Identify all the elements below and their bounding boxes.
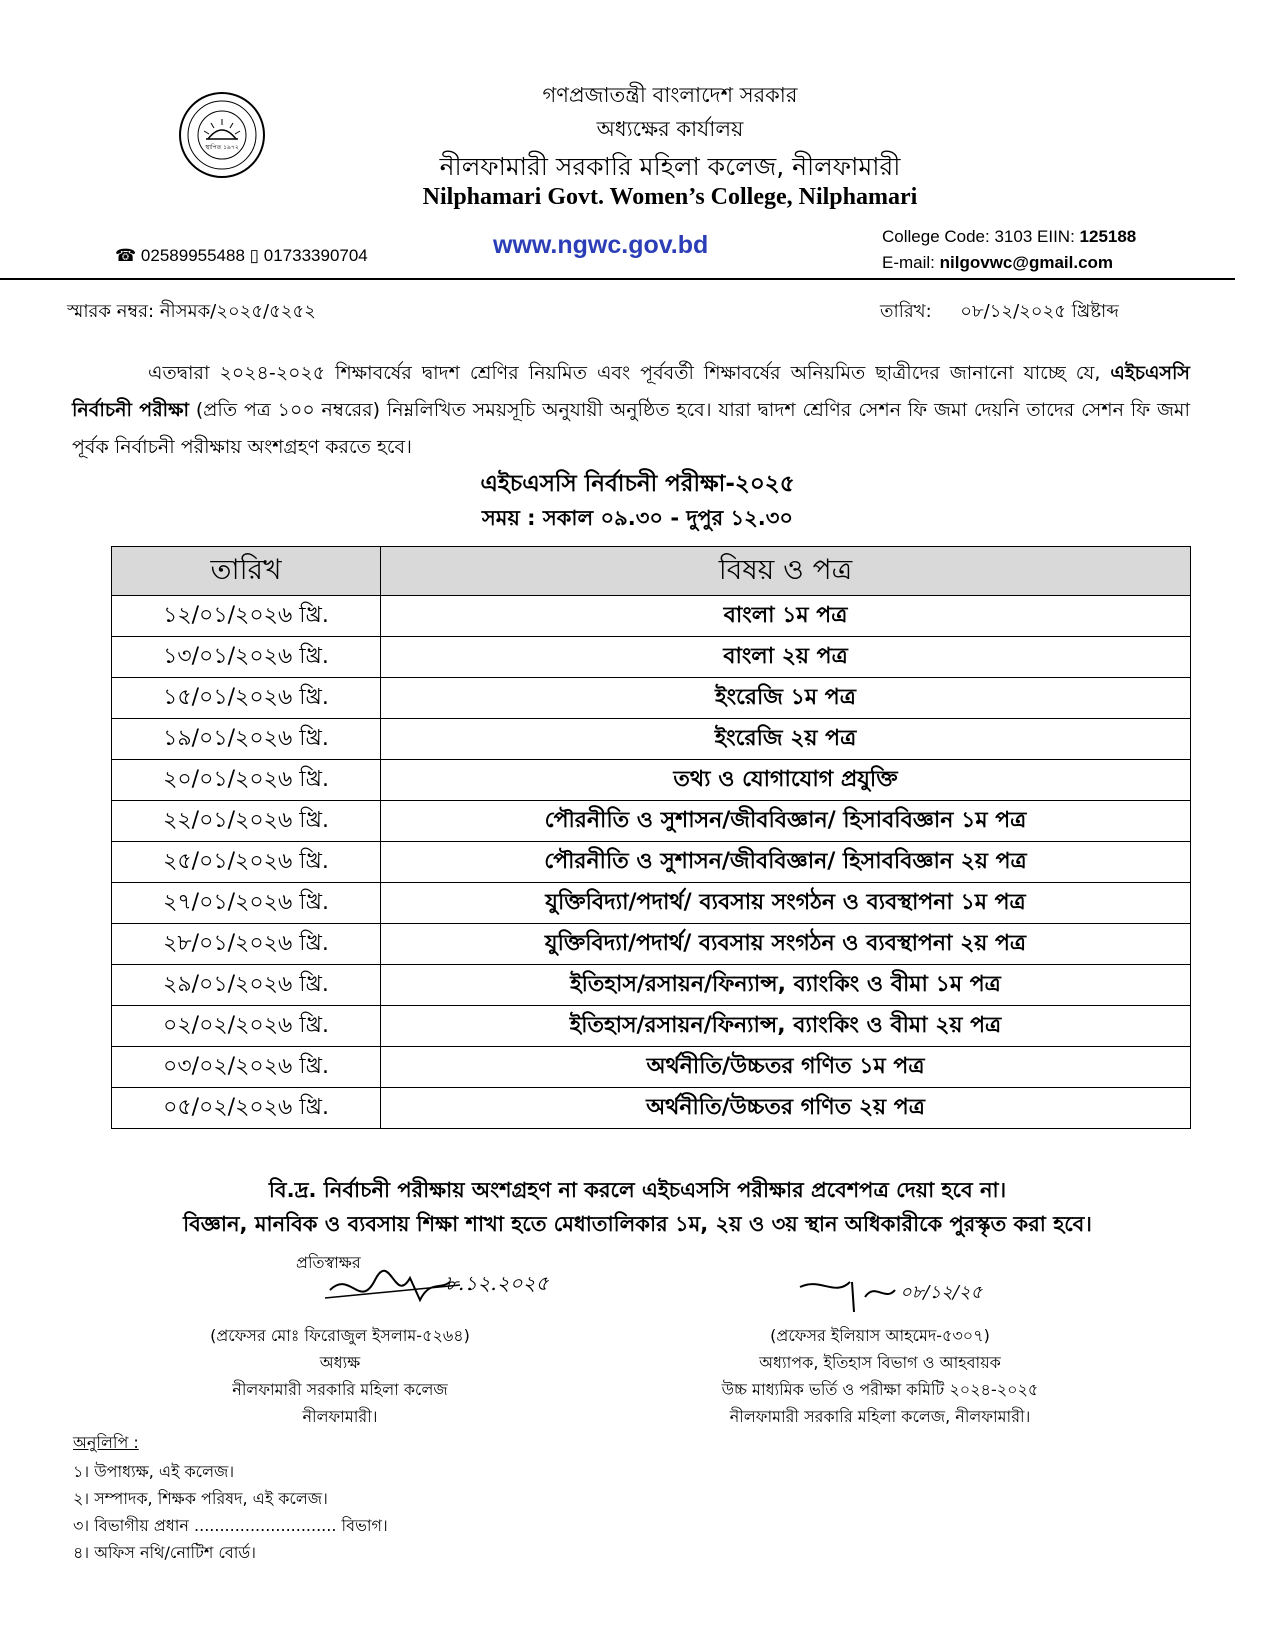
notice-paragraph xyxy=(72,355,1190,466)
memo-number xyxy=(67,297,316,328)
exam-date: ১৩/০১/২০২৬ খ্রি. xyxy=(112,637,381,678)
table-row xyxy=(112,760,1191,801)
seal-year-text: স্থাপিত ১৯৭২ xyxy=(205,144,239,151)
table-row xyxy=(112,637,1191,678)
memo-date-label: তারিখ: xyxy=(880,301,932,322)
copies-title: অনুলিপি : xyxy=(73,1433,139,1452)
award-note: বিজ্ঞান, মানবিক ও ব্যবসায় শিক্ষা শাখা হতে মেধাতালিকার ১ম, ২য় ও ৩য় স্থান অধিকারীকে পুরস্কৃত করা হবে। xyxy=(183,1212,1092,1236)
exam-date: ০৩/০২/২০২৬ খ্রি. xyxy=(112,1047,381,1088)
table-row xyxy=(112,801,1191,842)
table-row xyxy=(112,965,1191,1006)
exam-schedule-table xyxy=(111,546,1191,1129)
table-row xyxy=(112,842,1191,883)
exam-date: ২০/০১/২০২৬ খ্রি. xyxy=(112,760,381,801)
table-row xyxy=(112,719,1191,760)
mobile-number: 01733390704 xyxy=(263,246,368,265)
table-row xyxy=(112,1088,1191,1129)
header-divider xyxy=(0,278,1235,280)
phone-number: 02589955488 xyxy=(140,246,245,265)
table-row xyxy=(112,924,1191,965)
exam-time: সময় : সকাল ০৯.৩০ - দুপুর ১২.৩০ xyxy=(481,506,794,530)
exam-subject: বাংলা ১ম পত্র xyxy=(381,596,1191,637)
table-row xyxy=(112,1006,1191,1047)
exam-date: ২২/০১/২০২৬ খ্রি. xyxy=(112,801,381,842)
convener-signature xyxy=(790,1262,1080,1322)
contact-phones xyxy=(115,246,368,266)
exam-subject: পৌরনীতি ও সুশাসন/জীববিজ্ঞান/ হিসাববিজ্ঞান ১ম পত্র xyxy=(381,801,1191,842)
principal-name: (প্রফেসর মোঃ ফিরোজুল ইসলাম-৫২৬৪) xyxy=(210,1326,470,1345)
exam-subject: যুক্তিবিদ্যা/পদার্থ/ ব্যবসায় সংগঠন ও ব্যবস্থাপনা ১ম পত্র xyxy=(381,883,1191,924)
list-item: ৩। বিভাগীয় প্রধান ............................ বিভাগ। xyxy=(73,1516,388,1535)
convener-committee: উচ্চ মাধ্যমিক ভর্তি ও পরীক্ষা কমিটি ২০২৪-২০২৫ xyxy=(721,1380,1039,1399)
convener-name: (প্রফেসর ইলিয়াস আহমেদ-৫৩০৭) xyxy=(770,1326,990,1345)
college-code-label: College Code: 3103 EIIN: xyxy=(882,227,1075,246)
principal-signature-block xyxy=(170,1322,510,1430)
phone-icon: ☎ xyxy=(115,246,137,265)
notice-text-part2: (প্রতি পত্র ১০০ নম্বরের) নিম্নলিখিত সময়সূচি অনুযায়ী অনুষ্ঠিত হবে। যারা দ্বাদশ শ্রেণির সেশন ফি জমা দেয়নি তাদের সেশন ফি জমা পূর্বক নির্বাচনী পরীক্ষায় অংশগ্রহণ করতে হবে। xyxy=(72,399,1190,458)
exam-date: ২৮/০১/২০২৬ খ্রি. xyxy=(112,924,381,965)
exam-title: এইচএসসি নির্বাচনী পরীক্ষা-২০২৫ xyxy=(480,471,795,497)
date-column-header: তারিখ xyxy=(112,547,381,596)
exam-date: ১২/০১/২০২৬ খ্রি. xyxy=(112,596,381,637)
table-row xyxy=(112,883,1191,924)
principal-place: নীলফামারী। xyxy=(302,1407,378,1426)
principal-college: নীলফামারী সরকারি মহিলা কলেজ xyxy=(232,1380,448,1399)
table-row xyxy=(112,1047,1191,1088)
exam-subject: অর্থনীতি/উচ্চতর গণিত ১ম পত্র xyxy=(381,1047,1191,1088)
list-item: ১। উপাধ্যক্ষ, এই কলেজ। xyxy=(73,1462,235,1481)
convener-signature-block xyxy=(690,1322,1070,1430)
exam-subject: তথ্য ও যোগাযোগ প্রযুক্তি xyxy=(381,760,1191,801)
exam-date: ২৯/০১/২০২৬ খ্রি. xyxy=(112,965,381,1006)
list-item: ৪। অফিস নথি/নোটিশ বোর্ড। xyxy=(73,1543,256,1562)
exam-subject: যুক্তিবিদ্যা/পদার্থ/ ব্যবসায় সংগঠন ও ব্যবস্থাপনা ২য় পত্র xyxy=(381,924,1191,965)
memo-date xyxy=(880,297,1119,328)
copies-list xyxy=(73,1458,388,1566)
countersign-label: প্রতিস্বাক্ষর xyxy=(296,1253,361,1272)
exam-date: ২৫/০১/২০২৬ খ্রি. xyxy=(112,842,381,883)
convener-title: অধ্যাপক, ইতিহাস বিভাগ ও আহবায়ক xyxy=(759,1353,1001,1372)
admit-card-note: বি.দ্র. নির্বাচনী পরীক্ষায় অংশগ্রহণ না করলে এইচএসসি পরীক্ষার প্রবেশপত্র দেয়া হবে না। xyxy=(268,1178,1007,1202)
exam-date: ১৯/০১/২০২৬ খ্রি. xyxy=(112,719,381,760)
office-title: অধ্যক্ষের কার্যালয় xyxy=(596,117,744,141)
principal-signature-date: ৮.১২.২০২৫ xyxy=(445,1271,549,1295)
exam-date: ০২/০২/২০২৬ খ্রি. xyxy=(112,1006,381,1047)
convener-college: নীলফামারী সরকারি মহিলা কলেজ, নীলফামারী। xyxy=(729,1407,1031,1426)
govt-title: গণপ্রজাতন্ত্রী বাংলাদেশ সরকার xyxy=(542,83,798,107)
memo-number-label: স্মারক নম্বর: xyxy=(67,301,155,322)
list-item: ২। সম্পাদক, শিক্ষক পরিষদ, এই কলেজ। xyxy=(73,1489,328,1508)
table-row xyxy=(112,596,1191,637)
college-code xyxy=(882,227,1136,247)
email-address[interactable]: nilgovwc@gmail.com xyxy=(939,253,1114,272)
exam-subject: ইতিহাস/রসায়ন/ফিন্যান্স, ব্যাংকিং ও বীমা ২য় পত্র xyxy=(381,1006,1191,1047)
convener-signature-date: ০৮/১২/২৫ xyxy=(900,1282,983,1303)
eiin-number: 125188 xyxy=(1079,227,1137,246)
college-seal-logo xyxy=(178,91,266,179)
subject-column-header: বিষয় ও পত্র xyxy=(381,547,1191,596)
exam-date: ২৭/০১/২০২৬ খ্রি. xyxy=(112,883,381,924)
exam-subject: অর্থনীতি/উচ্চতর গণিত ২য় পত্র xyxy=(381,1088,1191,1129)
college-email xyxy=(882,253,1113,273)
mobile-icon: ▯ xyxy=(249,246,260,265)
table-row xyxy=(112,678,1191,719)
college-name-bangla: নীলফামারী সরকারি মহিলা কলেজ, নীলফামারী xyxy=(439,152,901,181)
website-link[interactable]: www.ngwc.gov.bd xyxy=(493,231,709,259)
exam-date: ১৫/০১/২০২৬ খ্রি. xyxy=(112,678,381,719)
email-label: E-mail: xyxy=(882,253,935,272)
table-header-row xyxy=(112,547,1191,596)
exam-subject: বাংলা ২য় পত্র xyxy=(381,637,1191,678)
exam-subject: ইংরেজি ১ম পত্র xyxy=(381,678,1191,719)
notice-text-part1: এতদ্বারা ২০২৪-২০২৫ শিক্ষাবর্ষের দ্বাদশ শ্রেণির নিয়মিত এবং পূর্ববর্তী শিক্ষাবর্ষের অনিয়মিত ছাত্রীদের জানানো যাচ্ছে যে, xyxy=(148,362,1111,384)
notice-text-bold: এইচএসসি নির্বাচনী পরীক্ষা xyxy=(72,362,1190,421)
principal-signature xyxy=(320,1260,560,1320)
college-name-english: Nilphamari Govt. Women’s College, Nilphamari xyxy=(422,184,918,210)
principal-title: অধ্যক্ষ xyxy=(319,1353,361,1372)
exam-subject: ইতিহাস/রসায়ন/ফিন্যান্স, ব্যাংকিং ও বীমা ১ম পত্র xyxy=(381,965,1191,1006)
exam-subject: ইংরেজি ২য় পত্র xyxy=(381,719,1191,760)
memo-date-value: ০৮/১২/২০২৫ খ্রিষ্টাব্দ xyxy=(960,301,1119,322)
exam-subject: পৌরনীতি ও সুশাসন/জীববিজ্ঞান/ হিসাববিজ্ঞান ২য় পত্র xyxy=(381,842,1191,883)
memo-number-value: নীসমক/২০২৫/৫২৫২ xyxy=(159,301,316,322)
exam-date: ০৫/০২/২০২৬ খ্রি. xyxy=(112,1088,381,1129)
